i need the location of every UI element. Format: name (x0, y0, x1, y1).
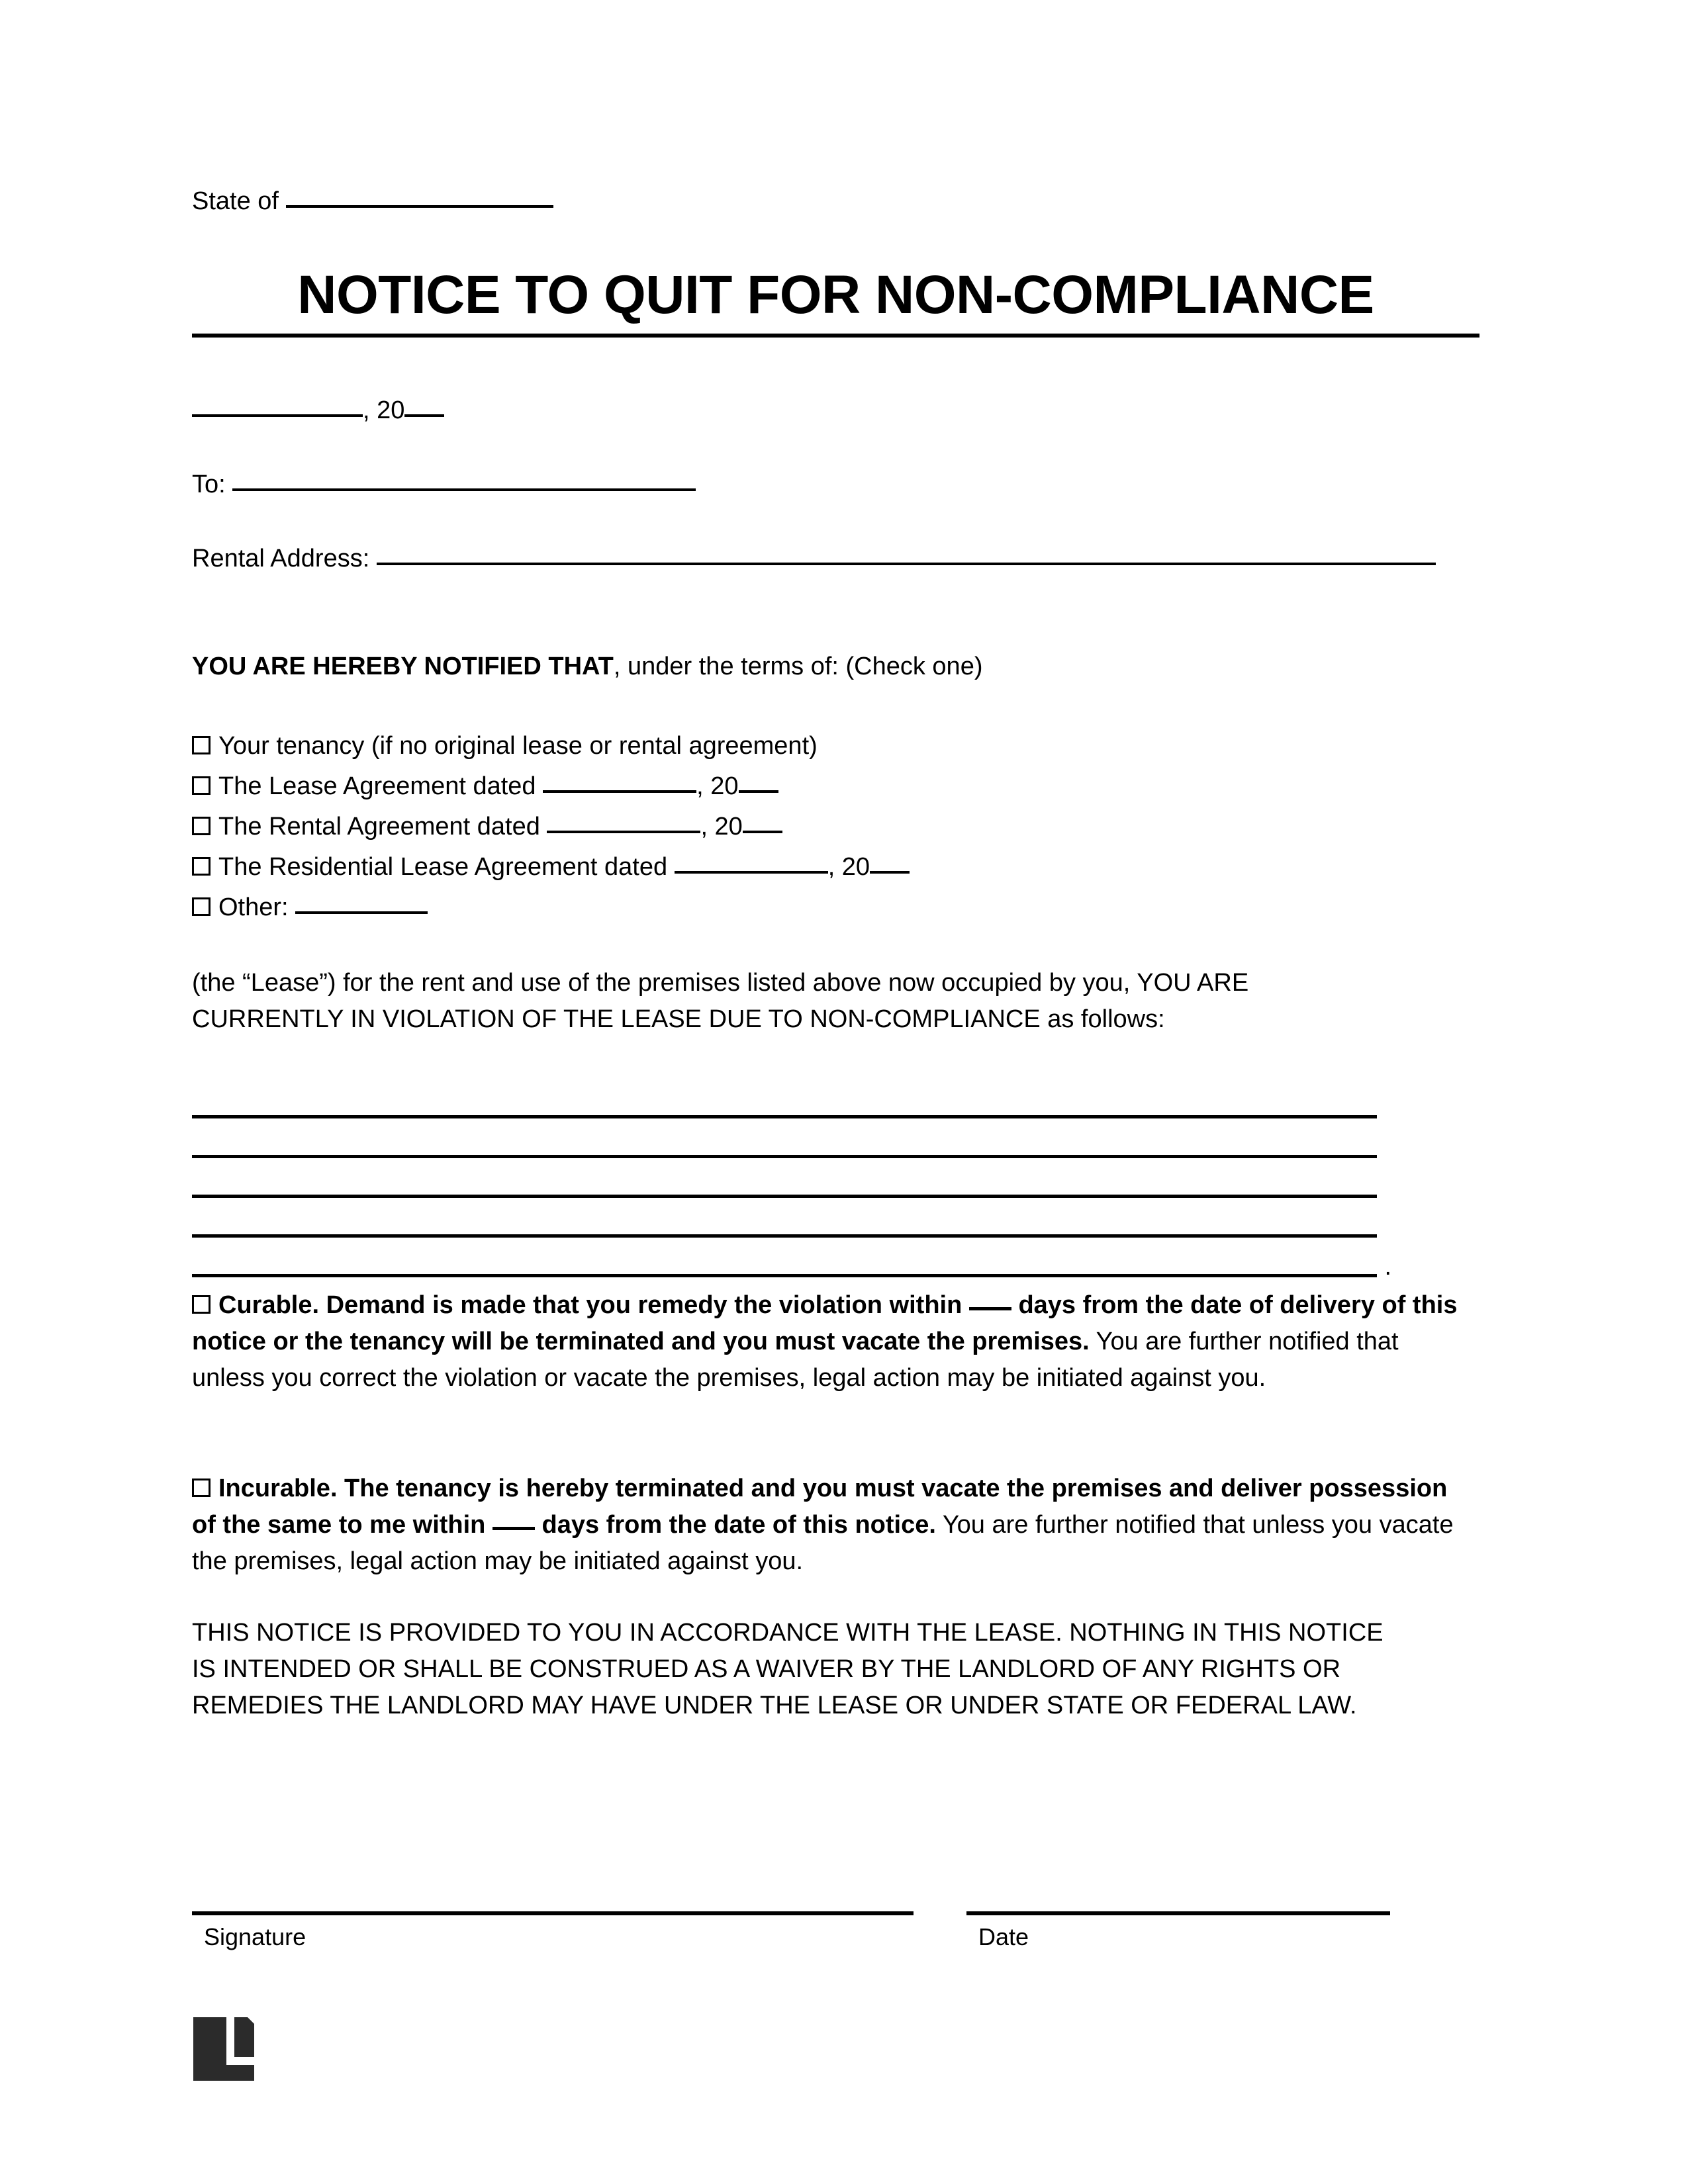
state-of-row (192, 187, 553, 216)
state-of-label: State of (192, 187, 279, 215)
checklist-item-lease-agreement[interactable] (192, 766, 1479, 807)
curable-normal-part: You are further notified that unless you correct the violation or vacate the premises, legal action may be initiated against you. (192, 1328, 1399, 1392)
hereby-notified-bold: YOU ARE HEREBY NOTIFIED THAT (192, 653, 614, 680)
signature-labels-row (192, 1915, 1479, 1952)
incurable-bold-part-1: Incurable. The tenancy is hereby terminated and you must vacate the premises and deliver possession of the same to me within (192, 1475, 1448, 1539)
legal-templates-logo-icon (193, 2017, 254, 2081)
notice-date-row (192, 396, 444, 425)
incurable-paragraph (192, 1471, 1466, 1580)
signature-label-column (192, 1915, 914, 1952)
recipient-blank[interactable] (232, 488, 696, 491)
recipient-row (192, 470, 696, 499)
violation-line[interactable] (192, 1118, 1377, 1158)
title-block (192, 263, 1479, 338)
checkbox-icon[interactable] (192, 897, 211, 916)
rental-agreement-date-blank[interactable] (547, 831, 700, 833)
hereby-notified-rest: , under the terms of: (Check one) (613, 653, 983, 680)
curable-bold-part-1: Curable. Demand is made that you remedy the violation within (218, 1291, 962, 1319)
curable-paragraph (192, 1287, 1466, 1396)
rental-address-label: Rental Address: (192, 545, 370, 572)
checkbox-icon[interactable] (192, 857, 211, 876)
lease-agreement-year-prefix: , 20 (696, 772, 739, 800)
checklist-item-other[interactable] (192, 887, 1479, 928)
date-label-column (966, 1915, 1390, 1952)
other-blank[interactable] (295, 911, 428, 914)
rental-address-blank[interactable] (377, 563, 1436, 565)
lease-type-checklist (192, 726, 1479, 928)
checkbox-icon[interactable] (192, 1295, 211, 1314)
violation-trailing-period: . (1384, 1253, 1391, 1281)
violation-line[interactable] (192, 1079, 1377, 1118)
state-of-blank[interactable] (286, 205, 553, 208)
notice-date-year-blank[interactable] (404, 414, 444, 417)
page-title: NOTICE TO QUIT FOR NON-COMPLIANCE (297, 265, 1374, 325)
incurable-days-blank[interactable] (492, 1527, 535, 1530)
hereby-notified-row (192, 652, 982, 681)
incurable-normal-part: You are further notified that unless you vacate the premises, legal action may be initiated against you. (192, 1511, 1454, 1575)
rental-agreement-year-prefix: , 20 (700, 813, 743, 841)
checkbox-icon[interactable] (192, 817, 211, 835)
lease-agreement-date-blank[interactable] (543, 790, 696, 793)
checklist-item-rental-agreement[interactable] (192, 807, 1479, 847)
curable-days-blank[interactable] (969, 1307, 1011, 1310)
signature-area (192, 1911, 1479, 1952)
checkbox-icon[interactable] (192, 1479, 211, 1497)
checkbox-icon[interactable] (192, 736, 211, 754)
title-divider (192, 334, 1479, 338)
violation-line[interactable] (192, 1198, 1377, 1238)
checklist-item-label: The Residential Lease Agreement dated (218, 853, 668, 881)
notice-date-blank[interactable] (192, 414, 363, 417)
violation-line[interactable] (192, 1238, 1391, 1281)
residential-lease-year-prefix: , 20 (827, 853, 870, 881)
waiver-notice-paragraph: THIS NOTICE IS PROVIDED TO YOU IN ACCORDANCE WITH THE LEASE. NOTHING IN THIS NOTICE IS INTENDED OR SHALL BE CONSTRUED AS A WAIVER BY THE LANDLORD OF ANY RIGHTS OR REMEDIES THE LANDLORD MAY HAVE UNDER THE LEASE OR UNDER STATE OR FEDERAL LAW. (192, 1619, 1383, 1719)
curable-bold-part-2: days from the date of delivery of this notice or the tenancy will be terminated and you must vacate the premises. (192, 1291, 1458, 1355)
residential-lease-year-blank[interactable] (870, 871, 910, 874)
rental-agreement-year-blank[interactable] (743, 831, 782, 833)
checklist-item-label: Your tenancy (if no original lease or rental agreement) (218, 732, 818, 760)
residential-lease-date-blank[interactable] (675, 871, 828, 874)
notice-date-year-prefix: , 20 (363, 396, 405, 424)
violation-line[interactable] (192, 1158, 1377, 1198)
lease-agreement-year-blank[interactable] (739, 790, 778, 793)
violation-writein-area (192, 1079, 1391, 1281)
checklist-item-label: The Lease Agreement dated (218, 772, 536, 800)
checkbox-icon[interactable] (192, 776, 211, 795)
lease-intro-paragraph: (the “Lease”) for the rent and use of the premises listed above now occupied by you, YOU ARE CURRENTLY IN VIOLATION OF THE LEASE DUE TO NON-COMPLIANCE as follows: (192, 969, 1249, 1033)
incurable-bold-part-2: days from the date of this notice. (541, 1511, 936, 1539)
checklist-item-label: Other: (218, 893, 289, 921)
signature-label: Signature (204, 1923, 306, 1950)
checklist-item-label: The Rental Agreement dated (218, 813, 540, 841)
recipient-label: To: (192, 471, 226, 498)
checklist-item-residential-lease-agreement[interactable] (192, 847, 1479, 887)
rental-address-row (192, 544, 1436, 573)
checklist-item-your-tenancy[interactable] (192, 726, 1479, 766)
date-label: Date (978, 1923, 1029, 1950)
